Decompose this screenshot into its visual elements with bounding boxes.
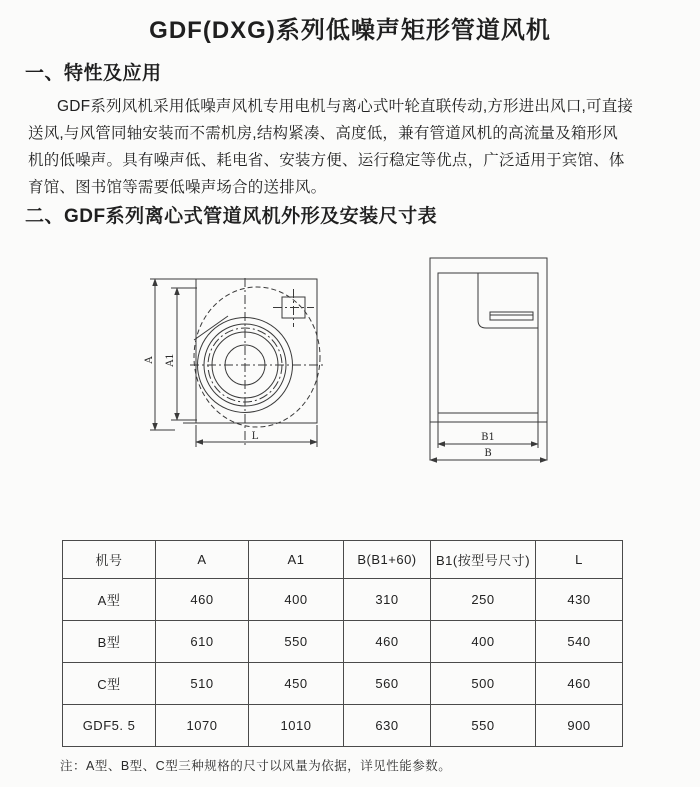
footnote: 注：A型、B型、C型三种规格的尺寸以风量为依据，详见性能参数。 bbox=[60, 759, 452, 773]
table-row bbox=[63, 621, 623, 663]
table-cell: 560 bbox=[344, 663, 431, 705]
table-cell: 460 bbox=[156, 579, 249, 621]
table-header-cell: L bbox=[536, 541, 623, 579]
table-cell: 900 bbox=[536, 705, 623, 747]
table-cell: 510 bbox=[156, 663, 249, 705]
volute-tongue-line bbox=[194, 316, 228, 340]
dimension-label-a1: A1 bbox=[165, 353, 176, 367]
casing-outer-outline bbox=[430, 258, 547, 460]
casing-inner-outline bbox=[438, 273, 538, 413]
dimension-label-b: B bbox=[484, 448, 492, 459]
table-cell: 540 bbox=[536, 621, 623, 663]
table-cell: GDF5. 5 bbox=[63, 705, 156, 747]
paragraph-line: 育馆、图书馆等需要低噪声场合的送排风。 bbox=[28, 179, 327, 196]
table-row bbox=[63, 705, 623, 747]
table-cell: 310 bbox=[344, 579, 431, 621]
table-cell: 1070 bbox=[156, 705, 249, 747]
section1-paragraph bbox=[28, 93, 688, 201]
table-header-cell: B1(按型号尺寸) bbox=[431, 541, 536, 579]
table-row bbox=[63, 663, 623, 705]
paragraph-line: GDF系列风机采用低噪声风机专用电机与离心式叶轮直联传动,方形进出风口,可直接 bbox=[57, 98, 634, 115]
side-view-drawing bbox=[418, 252, 558, 467]
partition-fillet bbox=[478, 320, 486, 328]
table-header-cell: A bbox=[156, 541, 249, 579]
table-header-cell: 机号 bbox=[63, 541, 156, 579]
paragraph-line: 送风,与风管同轴安装而不需机房,结构紧凑、高度低，兼有管道风机的高流量及箱形风 bbox=[28, 125, 618, 142]
table-cell: 630 bbox=[344, 705, 431, 747]
table-row bbox=[63, 579, 623, 621]
motor-mount-plate bbox=[490, 312, 533, 320]
front-view-drawing bbox=[130, 248, 345, 453]
table-cell: 500 bbox=[431, 663, 536, 705]
table-header-cell: A1 bbox=[249, 541, 344, 579]
table-cell: 460 bbox=[344, 621, 431, 663]
section1-heading: 一、特性及应用 bbox=[25, 63, 162, 84]
table-cell: 400 bbox=[431, 621, 536, 663]
table-cell: 1010 bbox=[249, 705, 344, 747]
table-header-cell: B(B1+60) bbox=[344, 541, 431, 579]
table-cell: 550 bbox=[431, 705, 536, 747]
dimensions-table bbox=[62, 540, 623, 747]
table-cell: 610 bbox=[156, 621, 249, 663]
table-cell: B型 bbox=[63, 621, 156, 663]
table-cell: 430 bbox=[536, 579, 623, 621]
table-cell: 450 bbox=[249, 663, 344, 705]
table-header-row bbox=[63, 541, 623, 579]
table-cell: 400 bbox=[249, 579, 344, 621]
table-cell: 460 bbox=[536, 663, 623, 705]
table-cell: 550 bbox=[249, 621, 344, 663]
dimension-label-b1: B1 bbox=[481, 432, 495, 443]
dimension-label-l: L bbox=[251, 431, 259, 442]
paragraph-line: 机的低噪声。具有噪声低、耗电省、安装方便、运行稳定等优点，广泛适用于宾馆、体 bbox=[28, 152, 625, 169]
page-title: GDF(DXG)系列低噪声矩形管道风机 bbox=[149, 17, 551, 44]
table-cell: 250 bbox=[431, 579, 536, 621]
table-cell: A型 bbox=[63, 579, 156, 621]
section2-heading: 二、GDF系列离心式管道风机外形及安装尺寸表 bbox=[25, 206, 438, 227]
table-cell: C型 bbox=[63, 663, 156, 705]
dimension-label-a: A bbox=[144, 356, 155, 364]
